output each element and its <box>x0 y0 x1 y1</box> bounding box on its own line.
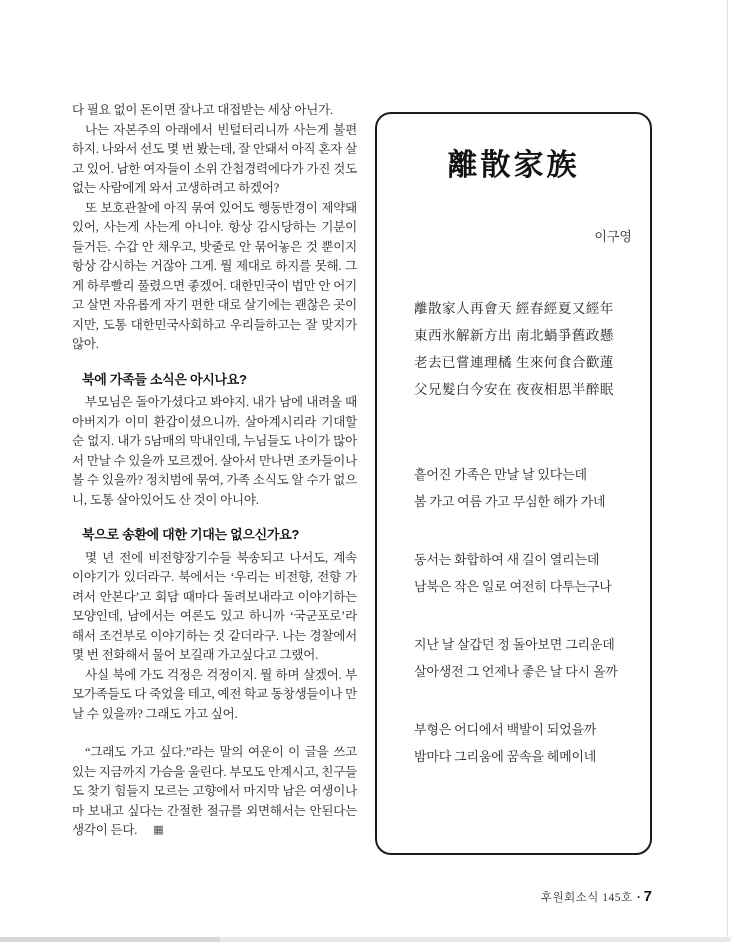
page-number: 7 <box>643 888 652 905</box>
page-scan-edge-right <box>727 0 728 942</box>
article-paragraph: 몇 년 전에 비전향장기수들 북송되고 나서도, 계속 이야기가 있더라구. 북에서는 ‘우리는 비전향, 전향 가려서 안본다’고 회담 때마다 돌려보내라고 이야기하는 모양인데, 남에서는 여론도 있고 하니까 ‘국군포로’라 해서 조건부로 이야기하는 것 같더라구. 나는 경찰에서 몇 번 전화해서 물어 보길래 가고싶다고 그랬어. <box>72 550 357 662</box>
poem-line: 밤마다 그리움에 꿈속을 헤메이네 <box>414 749 597 764</box>
hanja-line: 父兄髮白今安在 夜夜相思半醉眠 <box>414 382 614 397</box>
hanja-line: 東西氷解新方出 南北蝸爭舊政懸 <box>414 328 614 343</box>
poem-stanza <box>414 631 650 685</box>
korean-translation <box>377 461 650 770</box>
article-paragraph: 또 보호관찰에 아직 묶여 있어도 행동반경이 제약돼 있어, 사는게 사는게 아니야. 항상 감시당하는 기분이 들거든. 수갑 안 채우고, 밧줄로 안 묶어놓은 것 뿐이지 항상 감시하는 거잖아 그게. 뭘 제대로 하지를 못해. 그게 하루빨리 풀렸으면 좋겠어. 대한민국이 법만 안 어기고 살면 자유롭게 자기 편한 대로 살기에는 괜찮은 곳이지만, 도통 대한민국사회하고 우리들하고는 잘 맞지가 않아. <box>72 200 357 351</box>
poem-line: 지난 날 살갑던 정 돌아보면 그리운데 <box>414 637 615 652</box>
article-end-mark-icon: ▦ <box>153 824 164 836</box>
poem-author: 이구영 <box>594 229 632 244</box>
hanja-line: 離散家人再會天 經春經夏又經年 <box>414 301 614 316</box>
poem-title: 離散家族 <box>447 149 580 182</box>
page-scan-edge-bottom <box>0 937 731 942</box>
poem-line: 부형은 어디에서 백발이 되었을까 <box>414 722 597 737</box>
newsletter-issue-label: 후원회소식 145호 <box>540 892 633 904</box>
article-closing-paragraph <box>72 743 357 842</box>
poem-line: 봄 가고 여름 가고 무심한 해가 가네 <box>414 494 606 509</box>
question-heading: 북에 가족들 소식은 아시나요? <box>82 371 247 387</box>
article-paragraph: 부모님은 돌아가셨다고 봐야지. 내가 남에 내려올 때 아버지가 이미 환갑이셨으니까. 살아계시리라 기대할 순 없지. 내가 5남매의 막내인데, 누님들도 나이가 많아서 만날 수 있을까 모르겠어. 살아서 만나면 조카들이나 볼 수 있을까? 정치범에 묶여, 가족 소식도 알 수가 없으니, 도통 살아있어도 산 것이 아니야. <box>72 395 357 507</box>
hanja-poem <box>377 295 650 403</box>
footer-separator: · <box>636 890 641 904</box>
poem-line: 동서는 화합하여 새 길이 열리는데 <box>414 552 600 567</box>
poem-stanza <box>414 461 650 515</box>
article-paragraph: 다 필요 없이 돈이면 잘나고 대접받는 세상 아닌가. <box>72 103 333 117</box>
poem-stanza <box>414 716 650 770</box>
poem-line: 흩어진 가족은 만날 날 있다는데 <box>414 467 587 482</box>
page-footer <box>375 888 652 906</box>
question-heading: 북으로 송환에 대한 기대는 없으신가요? <box>82 527 300 542</box>
article-column <box>72 101 357 842</box>
poem-line: 살아생전 그 언제나 좋은 날 다시 올까 <box>414 664 618 679</box>
article-paragraph: 사실 북에 가도 걱정은 걱정이지. 뭘 하며 살겠어. 부모가족들도 다 죽었을 테고, 예전 학교 동창생들이나 만날 수 있을까? 그래도 가고 싶어. <box>72 667 357 721</box>
poem-box <box>375 112 652 855</box>
closing-text: “그래도 가고 싶다.”라는 말의 여운이 이 글을 쓰고 있는 지금까지 가슴을 울린다. 부모도 안계시고, 친구들도 찾기 힘들지 모르는 고향에서 마지막 남은 여생이나마 보내고 싶다는 간절한 절규를 외면해서는 안된다는 생각이 든다. <box>72 745 357 837</box>
article-paragraph: 나는 자본주의 아래에서 빈털터리니까 사는게 불편하지. 나와서 선도 몇 번 봤는데, 잘 안돼서 아직 혼자 살고 있어. 남한 여자들이 소위 간첩경력에다가 가진 것도 없는 사람에게 와서 고생하려고 하겠어? <box>72 122 357 195</box>
poem-stanza <box>414 546 650 600</box>
hanja-line: 老去已嘗連理橘 生來何食合歡蓮 <box>414 355 614 370</box>
poem-line: 남북은 작은 일로 여전히 다투는구나 <box>414 579 612 594</box>
